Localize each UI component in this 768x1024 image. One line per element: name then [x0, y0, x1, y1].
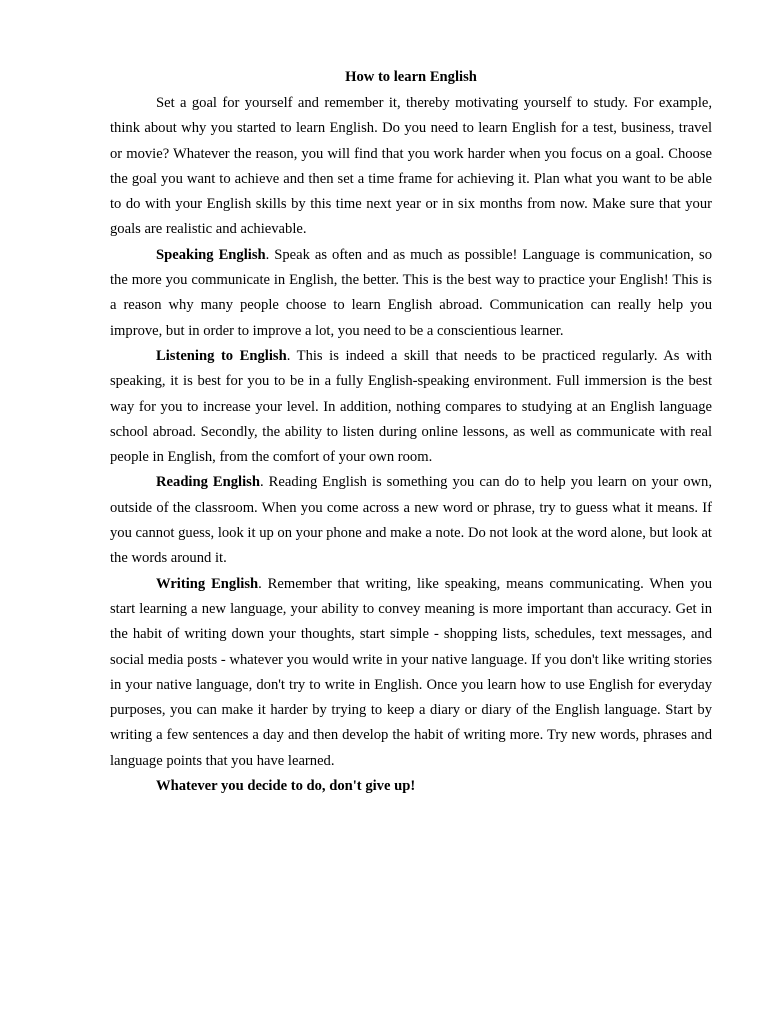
section-body-reading: . Reading English is something you can do to help you learn on your own, outside of the classroom. When you come across a new word or phrase, try to guess what it means. If you cannot guess, look it up on your phone and make a note. Do not look at the word alone, but look at the words around it. — [110, 474, 712, 567]
intro-paragraph: Set a goal for yourself and remember it, thereby motivating yourself to study. For example, think about why you started to learn English. Do you need to learn English for a test, business, travel or movie? Whatever the reason, you will find that you work harder when you focus on a goal. Choose the goal you want to achieve and then set a time frame for achieving it. Plan what you want to be able to do with your English skills by this time next year or in six months from now. Make sure that your goals are realistic and achievable. — [110, 95, 712, 238]
section-reading — [110, 470, 712, 571]
section-speaking — [110, 243, 712, 344]
section-writing — [110, 572, 712, 774]
section-heading-speaking: Speaking English — [156, 246, 266, 263]
closing-line: Whatever you decide to do, don't give up! — [156, 778, 416, 795]
section-heading-reading: Reading English — [156, 474, 260, 491]
section-heading-listening: Listening to English — [156, 347, 287, 364]
document-title: How to learn English — [345, 69, 477, 85]
section-body-speaking: . Speak as often and as much as possible! Language is communication, so the more you communicate in English, the better. This is the best way to practice your English! This is a reason why many people choose to learn English abroad. Communication can really help you improve, but in order to improve a lot, you need to be a conscientious learner. — [110, 246, 712, 339]
section-body-writing: . Remember that writing, like speaking, means communicating. When you start learning a new language, your ability to convey meaning is more important than accuracy. Get in the habit of writing down your thoughts, start simple - shopping lists, schedules, text messages, and social media posts - whatever you would write in your native language. If you don't like writing stories in your native language, don't try to write in English. Once you learn how to use English for everyday purposes, you can make it harder by trying to keep a diary or diary of the English language. Start by writing a few sentences a day and then develop the habit of writing more. Try new words, phrases and language points that you have learned. — [110, 575, 712, 769]
section-heading-writing: Writing English — [156, 575, 259, 592]
document-page — [110, 66, 712, 799]
section-body-listening: . This is indeed a skill that needs to be practiced regularly. As with speaking, it is best for you to be in a fully English-speaking environment. Full immersion is the best way for you to increase your level. In addition, nothing compares to studying at an English language school abroad. Secondly, the ability to listen during online lessons, as well as communicate with real people in English, from the comfort of your own room. — [110, 347, 712, 466]
section-listening — [110, 344, 712, 470]
